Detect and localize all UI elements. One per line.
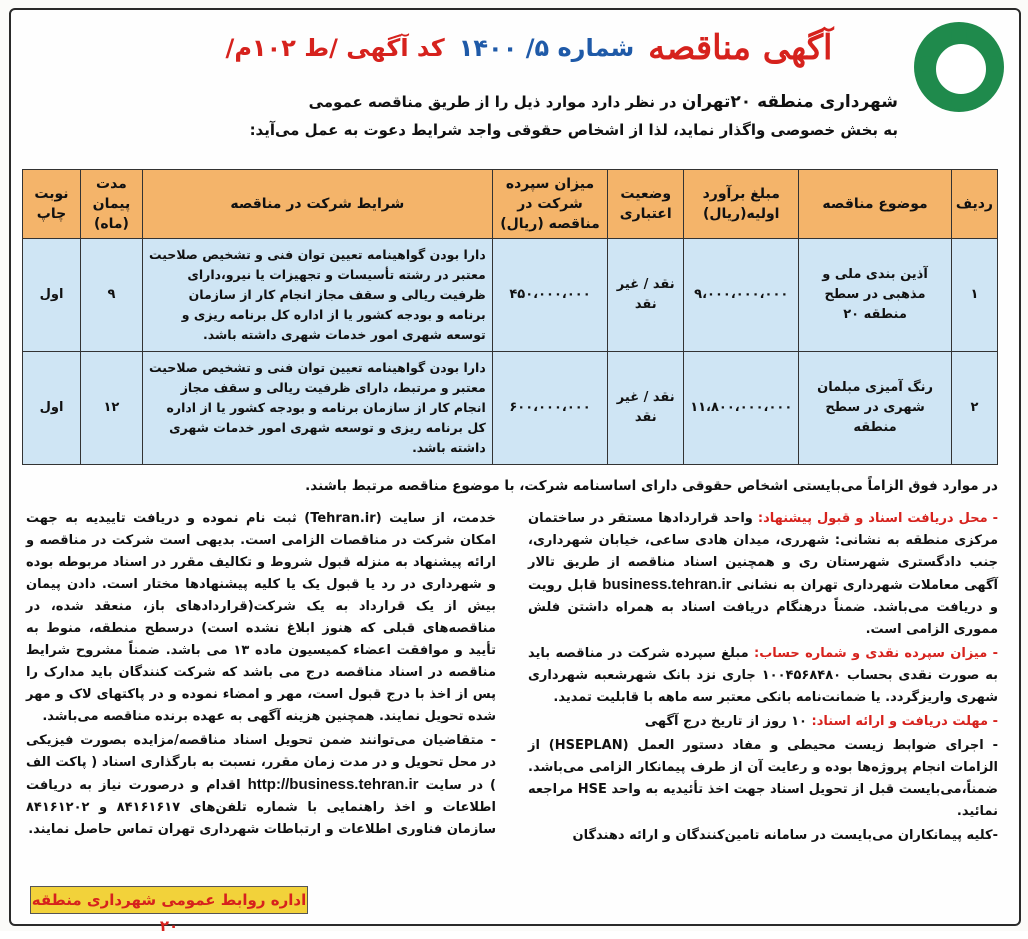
right-column bbox=[528, 508, 998, 849]
ad-code: کد آگهی /ط ۱۰۲م/ bbox=[225, 34, 445, 62]
business-http-link[interactable]: http://business.tehran.ir bbox=[247, 776, 419, 793]
col-print: نوبت چاپ bbox=[23, 170, 81, 239]
left-column bbox=[26, 508, 496, 843]
cell-deposit: ۶۰۰،۰۰۰،۰۰۰ bbox=[492, 352, 608, 465]
table-footnote: در موارد فوق الزاماً می‌بایستی اشخاص حقوقی دارای اساسنامه شرکت، با موضوع مناقصه مرتبط باشند. bbox=[305, 478, 998, 494]
conditions-paragraph: خدمت، از سایت (Tehran.ir) ثبت نام نموده و دریافت تاییدیه به جهت امکان شرکت در مناقصات الزامی است. بدیهی است شرکت در مناقصه و ارائه پیشنهاد به منزله قبول شروط و تکالیف مقرر در اسناد مربوطه بوده و شهرداری در رد یا قبول یک یا کلیه پیشنهادها مختار است. دادن پیمان بیش از یک قرارداد به یک شرکت(قراردادهای باز، منعقد شده، در مناقصه‌های قبلی که هنوز ابلاغ نشده است) درسطح منطقه، منوط به تأیید و موافقت اعضاء کمیسیون ماده ۱۳ می باشد. ضمناً مشروح شرایط مناقصه در اسناد مناقصه درج می باشد که شرکت کنندگان باید مدارک را پس از اخذ با درج قبول است، مهر و امضاء نموده و در پاکتهای لاک و مهر شده تحویل نمایند. همچنین هزینه آگهی به عهده برنده مناقصه می‌باشد. bbox=[26, 511, 497, 724]
intro-line1: در نظر دارد موارد ذیل را از طریق مناقصه عمومی bbox=[308, 93, 677, 111]
table-header-row bbox=[23, 170, 998, 239]
deadline-text: ۱۰ روز از تاریخ درج آگهی bbox=[644, 714, 807, 729]
col-estimate: مبلغ برآورد اولیه(ریال) bbox=[684, 170, 799, 239]
upload-text: - متقاضیان می‌توانند ضمن تحویل اسناد مناقصه/مزایده بصورت فیزیکی در محل تحویل و در مدت زمان مقرر، نسبت به بارگذاری اسناد ( پاکت الف ) در سایت bbox=[26, 733, 496, 793]
upload-paragraph bbox=[26, 730, 496, 841]
cell-print: اول bbox=[23, 239, 81, 352]
deadline-label: - مهلت دریافت و ارائه اسناد: bbox=[811, 714, 998, 729]
cell-conditions: دارا بودن گواهینامه تعیین توان فنی و تشخیص صلاحیت معتبر و مرتبط، دارای ظرفیت ریالی و سقف مجاز انجام کار از سازمان برنامه و بودجه کشور یا از اداره کل برنامه ریزی و توسعه شهری امور خدمات شهری داشته باشد. bbox=[142, 352, 492, 465]
cell-credit: نقد / غیر نقد bbox=[608, 239, 684, 352]
contractors-paragraph: -کلیه پیمانکاران می‌بایست در سامانه تامین‌کنندگان و ارائه دهندگان bbox=[572, 828, 998, 843]
hse-paragraph: - اجرای ضوابط زیست محیطی و مفاد دستور العمل (HSEPLAN) از الزامات انجام پروژه‌ها بوده و رعایت آن از طرف پیمانکار الزامی می‌باشد. ضمناً،می‌بایست قبل از تحویل اسناد جهت اخذ تأئیدیه به واحد HSE مراجعه نمائید. bbox=[528, 738, 998, 819]
cell-subject: آذین بندی ملی و مذهبی در سطح منطقه ۲۰ bbox=[799, 239, 952, 352]
intro-text bbox=[180, 88, 898, 144]
deposit-text: مبلغ سپرده شرکت در مناقصه باید به صورت نقدی بحساب ۱۰۰۴۵۶۸۴۸۰ جاری نزد بانک شهرشعبه شهرداری شهری واریزگردد. یا ضمانت‌نامه بانکی معتبر سه ماهه با قابلیت تمدید. bbox=[528, 646, 998, 705]
intro-line2: به بخش خصوصی واگذار نماید، لذا از اشخاص حقوقی واجد شرایط دعوت به عمل می‌آید: bbox=[249, 121, 898, 139]
cell-deposit: ۴۵۰،۰۰۰،۰۰۰ bbox=[492, 239, 608, 352]
table-row bbox=[23, 239, 998, 352]
cell-estimate: ۹،۰۰۰،۰۰۰،۰۰۰ bbox=[684, 239, 799, 352]
col-conditions: شرایط شرکت در مناقصه bbox=[142, 170, 492, 239]
cell-duration: ۹ bbox=[80, 239, 142, 352]
col-subject: موضوع مناقصه bbox=[799, 170, 952, 239]
tehran-municipality-logo bbox=[914, 22, 1004, 112]
cell-subject: رنگ آمیزی مبلمان شهری در سطح منطقه bbox=[799, 352, 952, 465]
cell-row: ۱ bbox=[951, 239, 997, 352]
table-row bbox=[23, 352, 998, 465]
cell-print: اول bbox=[23, 352, 81, 465]
docs-location-label: - محل دریافت اسناد و قبول پیشنهاد: bbox=[757, 511, 999, 526]
title-row bbox=[160, 20, 898, 76]
intro-municipality: شهرداری منطقه ۲۰تهران bbox=[681, 92, 898, 112]
cell-estimate: ۱۱،۸۰۰،۰۰۰،۰۰۰ bbox=[684, 352, 799, 465]
business-url-link[interactable]: business.tehran.ir bbox=[602, 576, 732, 593]
deadline-paragraph bbox=[528, 711, 998, 733]
deposit-label: - میزان سپرده نقدی و شماره حساب: bbox=[754, 646, 999, 661]
upload-tail: اقدام و درصورت نیاز به دریافت اطلاعات و اخذ راهنمایی با شماره تلفن‌های ۸۴۱۶۱۶۱۷ و ۸۴۱۶۱۲۰۲ سازمان فناوری اطلاعات و ارتباطات شهرداری تهران تماس حاصل نمایند. bbox=[26, 778, 496, 837]
col-deposit: میزان سپرده شرکت در مناقصه (ریال) bbox=[492, 170, 608, 239]
ad-title: آگهی مناقصه bbox=[648, 28, 833, 68]
cell-credit: نقد / غیر نقد bbox=[608, 352, 684, 465]
cell-duration: ۱۲ bbox=[80, 352, 142, 465]
tender-table bbox=[22, 169, 998, 465]
col-row: ردیف bbox=[951, 170, 997, 239]
cell-row: ۲ bbox=[951, 352, 997, 465]
col-credit: وضعیت اعتباری bbox=[608, 170, 684, 239]
public-relations-signature: اداره روابط عمومی شهرداری منطقه ۲۰ bbox=[30, 886, 308, 914]
ad-number: شماره ۵/ ۱۴۰۰ bbox=[458, 34, 635, 62]
docs-location-tail: قابل رویت و دریافت می‌باشد. ضمناً درهنگام دریافت اسناد به همراه داشتن فلش مموری الزامی است. bbox=[528, 578, 998, 637]
cell-conditions: دارا بودن گواهینامه تعیین توان فنی و تشخیص صلاحیت معتبر در رشته تأسیسات و تجهیزات یا نیرو،دارای ظرفیت ریالی و سقف مجاز انجام کار از سازمان برنامه و بودجه کشور یا از اداره کل برنامه ریزی و توسعه شهری امور خدمات شهری داشته باشد. bbox=[142, 239, 492, 352]
deposit-paragraph bbox=[528, 643, 998, 709]
docs-location-paragraph bbox=[528, 508, 998, 641]
col-duration: مدت پیمان (ماه) bbox=[80, 170, 142, 239]
docs-location-text: واحد قراردادها مستقر در ساختمان مرکزی منطقه به نشانی: شهرری، میدان هادی ساعی، خیابان شهرداری، جنب دادگستری شهرستان ری و همچنین اسناد مناقصه از طریق تالار آگهی معاملات شهرداری تهران به نشانی bbox=[528, 511, 998, 593]
